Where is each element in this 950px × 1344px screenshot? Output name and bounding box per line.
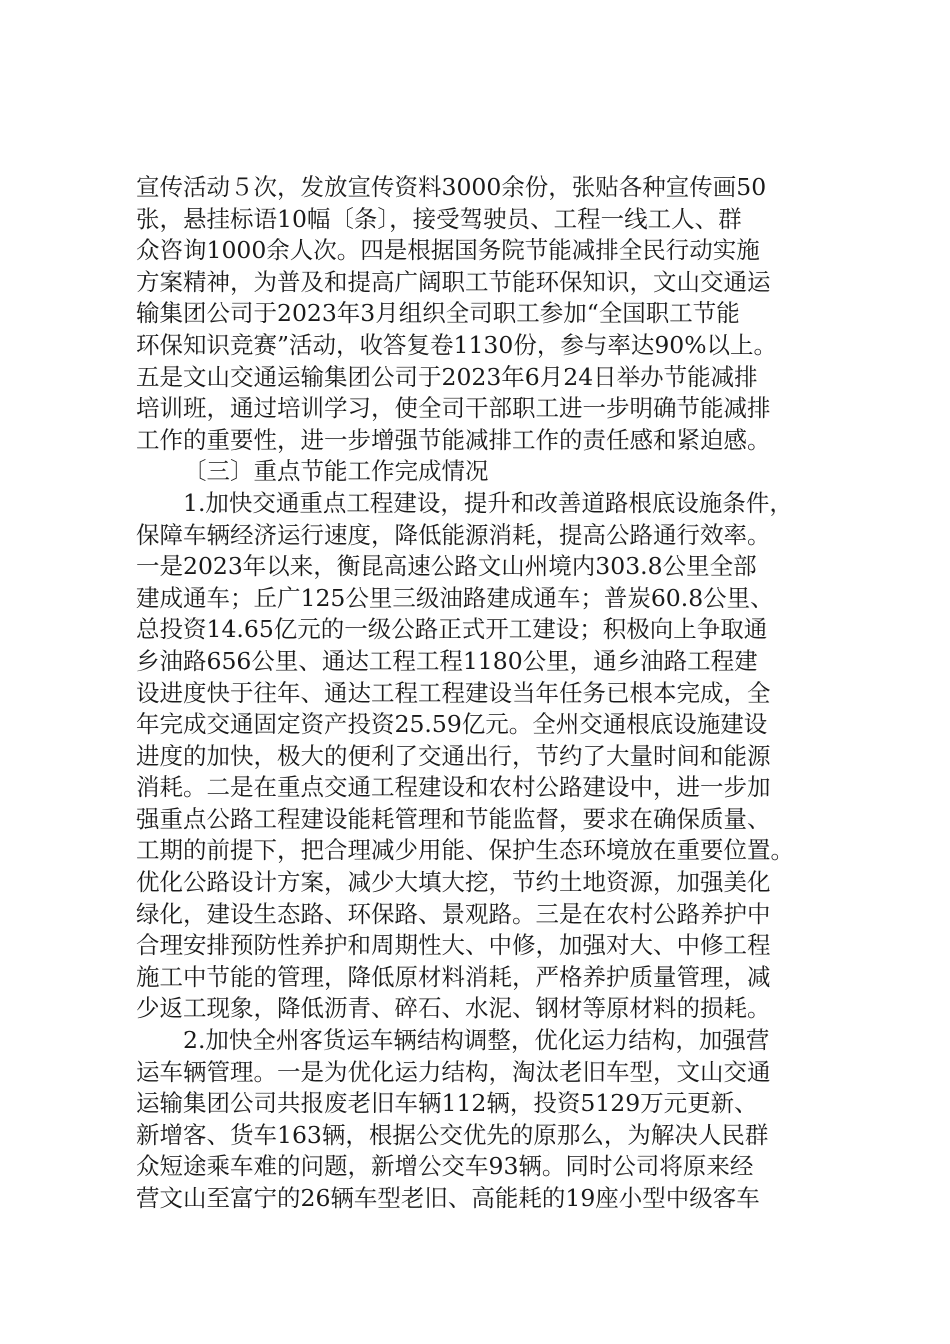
text-line: 运车辆管理。一是为优化运力结构，淘汰老旧车型，文山交通: [136, 1057, 771, 1086]
text-line: 环保知识竞赛”活动，收答复卷1130份，参与率达90%以上。: [136, 330, 778, 359]
text-line: 营文山至富宁的26辆车型老旧、高能耗的19座小型中级客车: [136, 1184, 760, 1212]
text-line: 绿化，建设生态路、环保路、景观路。三是在农村公路养护中: [136, 899, 771, 928]
text-line: 工期的前提下，把合理减少用能、保护生态环境放在重要位置。: [136, 836, 794, 865]
text-line: 乡油路656公里、通达工程工程1180公里，通乡油路工程建: [136, 646, 758, 675]
text-line: 新增客、货车163辆，根据公交优先的原那么，为解决人民群: [136, 1120, 769, 1149]
text-line: 进度的加快，极大的便利了交通出行，节约了大量时间和能源: [136, 741, 771, 770]
text-line: 总投资14.65亿元的一级公路正式开工建设；积极向上争取通: [136, 615, 768, 644]
text-line: 设进度快于往年、通达工程工程建设当年任务已根本完成，全: [136, 678, 771, 707]
text-line: 运输集团公司共报废老旧车辆112辆，投资5129万元更新、: [136, 1089, 758, 1118]
text-line: 张，悬挂标语10幅〔条〕，接受驾驶员、工程一线工人、群: [136, 204, 742, 233]
text-line: 输集团公司于2023年3月组织全司职工参加“全国职工节能: [136, 299, 740, 328]
paragraph-start-line: 1.加快交通重点工程建设，提升和改善道路根底设施条件，: [183, 488, 793, 517]
text-line: 优化公路设计方案，减少大填大挖，节约土地资源，加强美化: [136, 868, 771, 897]
text-line: 建成通车；丘广125公里三级油路建成通车；普炭60.8公里、: [136, 583, 774, 612]
text-line: 保障车辆经济运行速度，降低能源消耗，提高公路通行效率。: [136, 520, 771, 549]
text-line: 少返工现象，降低沥青、碎石、水泥、钢材等原材料的损耗。: [136, 994, 771, 1023]
text-line: 众短途乘车难的问题，新增公交车93辆。同时公司将原来经: [136, 1152, 754, 1181]
text-line: 强重点公路工程建设能耗管理和节能监督，要求在确保质量、: [136, 804, 771, 833]
text-line: 一是2023年以来，衡昆高速公路文山州境内303.8公里全部: [136, 552, 757, 581]
paragraph-start-line: 2.加快全州客货运车辆结构调整，优化运力结构，加强营: [183, 1026, 770, 1055]
text-line: 年完成交通固定资产投资25.59亿元。全州交通根底设施建设: [136, 710, 768, 739]
text-line: 合理安排预防性养护和周期性大、中修，加强对大、中修工程: [136, 931, 771, 960]
body-text: [136, 172, 826, 1215]
text-line: 消耗。二是在重点交通工程建设和农村公路建设中，进一步加: [136, 773, 771, 802]
text-line: 五是文山交通运输集团公司于2023年6月24日举办节能减排: [136, 362, 758, 391]
text-line: 方案精神，为普及和提高广阔职工节能环保知识，文山交通运: [136, 267, 771, 296]
section-heading: 〔三〕重点节能工作完成情况: [183, 457, 489, 486]
text-line: 培训班，通过培训学习，使全司干部职工进一步明确节能减排: [136, 394, 771, 423]
text-line: 工作的重要性，进一步增强节能减排工作的责任感和紧迫感。: [136, 425, 771, 454]
text-line: 众咨询1000余人次。四是根据国务院节能减排全民行动实施: [136, 236, 760, 265]
text-line: 施工中节能的管理，降低原材料消耗，严格养护质量管理，减: [136, 962, 771, 991]
text-line: 宣传活动５次，发放宣传资料3000余份，张贴各种宣传画50: [136, 173, 767, 201]
